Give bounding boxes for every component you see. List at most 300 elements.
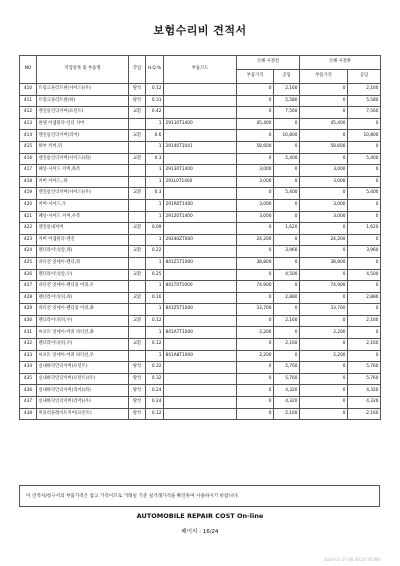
- row-part-code: [164, 223, 237, 235]
- row-before-part-price: 3,000: [237, 211, 274, 223]
- row-before-part-price: 45,400: [237, 118, 274, 130]
- row-before-part-price: 74,900: [237, 281, 274, 293]
- table-row: [20, 130, 381, 142]
- row-part-code: 29240ZT000: [164, 234, 237, 246]
- row-item-name: 판넬 어셈블리-언더 커버: [37, 118, 129, 130]
- estimate-table: [19, 55, 381, 420]
- row-work-type: 교환: [129, 223, 146, 235]
- row-no: 424: [20, 246, 37, 258]
- row-before-part-price: 0: [237, 153, 274, 165]
- row-item-name: 실내바닥언더커버(리어)(우): [37, 397, 129, 409]
- row-before-labor: 0: [274, 350, 300, 362]
- row-no: 410: [20, 84, 37, 96]
- row-after-labor: 0: [348, 257, 381, 269]
- row-after-part-price: 0: [300, 223, 348, 235]
- row-hq: 0.3: [146, 188, 164, 200]
- row-hq: 0.31: [146, 95, 164, 107]
- row-item-name: 엔진룸언더커버(리어): [37, 130, 129, 142]
- table-row: [20, 165, 381, 177]
- row-part-code: [164, 373, 237, 385]
- row-part-code: 29140T1041: [164, 141, 237, 153]
- row-work-type: [129, 327, 146, 339]
- row-after-labor: 5,580: [348, 95, 381, 107]
- row-no: 417: [20, 165, 37, 177]
- row-before-part-price: 0: [237, 385, 274, 397]
- row-part-code: [164, 130, 237, 142]
- row-work-type: 교환: [129, 188, 146, 200]
- row-no: 416: [20, 153, 37, 165]
- header-code: 부품코드: [164, 56, 237, 84]
- row-before-part-price: 3,000: [237, 199, 274, 211]
- header-after-labor: 공임: [348, 70, 381, 84]
- row-after-part-price: 2,200: [300, 327, 348, 339]
- row-before-labor: 2,160: [274, 408, 300, 420]
- table-row: [20, 211, 381, 223]
- row-after-part-price: 0: [300, 188, 348, 200]
- row-item-name: 엔진룸언더커버(사이드)(좌): [37, 153, 129, 165]
- row-hq: 0.22: [146, 246, 164, 258]
- row-work-type: [129, 199, 146, 211]
- row-after-labor: 4,500: [348, 269, 381, 281]
- row-item-name: 엔진룸내커버: [37, 223, 129, 235]
- table-row: [20, 385, 381, 397]
- row-work-type: 교환: [129, 153, 146, 165]
- row-no: 425: [20, 257, 37, 269]
- row-no: 415: [20, 141, 37, 153]
- row-hq: 1: [146, 176, 164, 188]
- row-hq: 0.12: [146, 84, 164, 96]
- row-work-type: 탈착: [129, 408, 146, 420]
- row-work-type: 교환: [129, 292, 146, 304]
- row-hq: 0.3: [146, 153, 164, 165]
- row-hq: 1: [146, 281, 164, 293]
- row-before-labor: 0: [274, 257, 300, 269]
- row-no: 436: [20, 385, 37, 397]
- row-after-part-price: 0: [300, 246, 348, 258]
- row-after-labor: 0: [348, 327, 381, 339]
- row-no: 420: [20, 199, 37, 211]
- row-item-name: 파티션 앗세이-펜더,좌: [37, 257, 129, 269]
- row-no: 429: [20, 304, 37, 316]
- row-before-labor: 0: [274, 234, 300, 246]
- row-part-code: [164, 362, 237, 374]
- estimate-rows: [20, 84, 381, 420]
- row-after-part-price: 0: [300, 397, 348, 409]
- row-after-part-price: 3,000: [300, 176, 348, 188]
- row-no: 437: [20, 397, 37, 409]
- row-hq: 1: [146, 304, 164, 316]
- row-part-code: [164, 339, 237, 351]
- row-item-name: 펜더라이너(앞,좌): [37, 246, 129, 258]
- row-before-labor: 0: [274, 199, 300, 211]
- row-after-part-price: 0: [300, 269, 348, 281]
- row-before-part-price: 33,700: [237, 304, 274, 316]
- row-before-part-price: 38,800: [237, 257, 274, 269]
- row-before-labor: 10,800: [274, 130, 300, 142]
- row-no: 434: [20, 362, 37, 374]
- row-part-code: [164, 292, 237, 304]
- row-work-type: 탈착: [129, 397, 146, 409]
- row-hq: 0.12: [146, 315, 164, 327]
- row-hq: 1: [146, 327, 164, 339]
- table-row: [20, 176, 381, 188]
- row-after-part-price: 58,600: [300, 141, 348, 153]
- row-after-labor: 0: [348, 141, 381, 153]
- row-before-labor: 1,620: [274, 223, 300, 235]
- row-work-type: [129, 304, 146, 316]
- row-after-part-price: 38,800: [300, 257, 348, 269]
- row-before-part-price: 58,600: [237, 141, 274, 153]
- row-item-name: 파티션 앗세이-펜더용 어퍼,우: [37, 281, 129, 293]
- row-part-code: [164, 397, 237, 409]
- row-hq: 0.16: [146, 292, 164, 304]
- row-after-labor: 5,760: [348, 373, 381, 385]
- header-before-labor: 공임: [274, 70, 300, 84]
- row-work-type: [129, 141, 146, 153]
- row-before-labor: 2,160: [274, 315, 300, 327]
- row-hq: 0.32: [146, 362, 164, 374]
- row-item-name: 실내바닥언더커버(리어)(좌): [37, 385, 129, 397]
- row-after-part-price: 0: [300, 292, 348, 304]
- row-hq: 0.09: [146, 223, 164, 235]
- row-work-type: [129, 211, 146, 223]
- row-after-labor: 7,560: [348, 107, 381, 119]
- table-row: [20, 269, 381, 281]
- table-row: [20, 153, 381, 165]
- row-no: 438: [20, 408, 37, 420]
- print-timestamp: 2024-01-17 06:30:20 Y0396: [323, 557, 380, 562]
- row-no: 426: [20, 269, 37, 281]
- row-before-labor: 5,760: [274, 373, 300, 385]
- row-work-type: 교환: [129, 130, 146, 142]
- row-part-code: [164, 95, 237, 107]
- row-part-code: 841T0T1000: [164, 281, 237, 293]
- row-no: 432: [20, 339, 37, 351]
- row-item-name: 패널-사이드 커버,우측: [37, 211, 129, 223]
- row-work-type: 탈착: [129, 84, 146, 96]
- row-before-part-price: 0: [237, 315, 274, 327]
- table-row: [20, 234, 381, 246]
- row-after-labor: 0: [348, 199, 381, 211]
- header-work: 작업: [129, 56, 146, 84]
- row-after-labor: 4,320: [348, 385, 381, 397]
- row-no: 412: [20, 107, 37, 119]
- row-after-labor: 2,160: [348, 339, 381, 351]
- table-row: [20, 292, 381, 304]
- table-row: [20, 118, 381, 130]
- row-after-labor: 0: [348, 176, 381, 188]
- row-no: 419: [20, 188, 37, 200]
- row-part-code: 841Z1T1000: [164, 257, 237, 269]
- row-after-part-price: 0: [300, 315, 348, 327]
- row-after-labor: 2,160: [348, 408, 381, 420]
- row-item-name: 패널-사이드 커버,좌측: [37, 165, 129, 177]
- footer-title: AUTOMOBILE REPAIR COST On-line: [136, 512, 264, 520]
- row-before-part-price: 0: [237, 130, 274, 142]
- row-before-labor: 5,760: [274, 362, 300, 374]
- table-row: [20, 84, 381, 96]
- table-row: [20, 408, 381, 420]
- row-work-type: [129, 176, 146, 188]
- row-part-code: [164, 385, 237, 397]
- row-hq: 0.25: [146, 269, 164, 281]
- row-after-part-price: 0: [300, 385, 348, 397]
- row-hq: 0.32: [146, 373, 164, 385]
- row-before-part-price: 0: [237, 107, 274, 119]
- row-work-type: 탈착: [129, 373, 146, 385]
- row-before-part-price: 0: [237, 84, 274, 96]
- row-after-labor: 0: [348, 118, 381, 130]
- row-after-part-price: 0: [300, 339, 348, 351]
- row-after-labor: 4,320: [348, 397, 381, 409]
- row-no: 435: [20, 373, 37, 385]
- row-before-part-price: 24,200: [237, 234, 274, 246]
- row-item-name: 엔진룸언더커버(프런트): [37, 107, 129, 119]
- row-before-part-price: 0: [237, 339, 274, 351]
- table-row: [20, 304, 381, 316]
- row-hq: 1: [146, 211, 164, 223]
- row-after-labor: 0: [348, 211, 381, 223]
- row-before-part-price: 0: [237, 292, 274, 304]
- row-work-type: [129, 118, 146, 130]
- row-before-part-price: 0: [237, 269, 274, 281]
- row-item-name: 펜더라이너(뒤,우): [37, 315, 129, 327]
- row-after-part-price: 0: [300, 107, 348, 119]
- page-number: 페이지 : 16/24: [181, 529, 219, 535]
- row-hq: 1: [146, 141, 164, 153]
- row-hq: 1: [146, 118, 164, 130]
- row-before-labor: 4,500: [274, 269, 300, 281]
- table-row: [20, 107, 381, 119]
- table-row: [20, 397, 381, 409]
- row-after-labor: 3,960: [348, 246, 381, 258]
- row-before-part-price: 0: [237, 95, 274, 107]
- row-part-code: 841A7T1000: [164, 327, 237, 339]
- row-work-type: 교환: [129, 315, 146, 327]
- page-title: 보험수리비 견적서: [153, 24, 247, 37]
- row-item-name: 트렁크플러트판(사이드)(우): [37, 84, 129, 96]
- row-before-labor: 0: [274, 165, 300, 177]
- row-hq: 1: [146, 350, 164, 362]
- row-hq: 0.12: [146, 339, 164, 351]
- row-no: 411: [20, 95, 37, 107]
- row-part-code: 291R0T1400: [164, 199, 237, 211]
- row-part-code: [164, 269, 237, 281]
- table-row: [20, 199, 381, 211]
- row-after-part-price: 24,200: [300, 234, 348, 246]
- row-after-part-price: 0: [300, 130, 348, 142]
- row-item-name: 씨포트 앗세이-어퍼 파티션,우: [37, 350, 129, 362]
- row-item-name: 트렁크플러트판(하): [37, 95, 129, 107]
- table-row: [20, 362, 381, 374]
- row-before-labor: 5,400: [274, 153, 300, 165]
- row-no: 418: [20, 176, 37, 188]
- row-after-labor: 0: [348, 304, 381, 316]
- row-part-code: [164, 84, 237, 96]
- row-hq: 1: [146, 234, 164, 246]
- row-work-type: [129, 234, 146, 246]
- row-before-labor: 7,560: [274, 107, 300, 119]
- table-row: [20, 223, 381, 235]
- header-after-part-price: 부품가격: [300, 70, 348, 84]
- row-before-labor: 4,320: [274, 385, 300, 397]
- row-after-part-price: 0: [300, 373, 348, 385]
- row-before-labor: 5,400: [274, 188, 300, 200]
- row-part-code: [164, 188, 237, 200]
- row-after-part-price: 33,700: [300, 304, 348, 316]
- row-item-name: 엔진룸언더커버(사이드)(우): [37, 188, 129, 200]
- row-work-type: 교환: [129, 246, 146, 258]
- row-item-name: 커버 어셈블리-엔진: [37, 234, 129, 246]
- row-before-part-price: 0: [237, 246, 274, 258]
- row-hq: 0.42: [146, 107, 164, 119]
- row-work-type: 교환: [129, 107, 146, 119]
- row-after-labor: 5,400: [348, 153, 381, 165]
- row-after-labor: 5,760: [348, 362, 381, 374]
- row-work-type: 교환: [129, 339, 146, 351]
- row-before-part-price: 0: [237, 223, 274, 235]
- row-before-part-price: 2,200: [237, 327, 274, 339]
- row-before-part-price: 0: [237, 362, 274, 374]
- row-part-code: [164, 246, 237, 258]
- row-after-labor: 5,400: [348, 188, 381, 200]
- row-after-labor: 0: [348, 281, 381, 293]
- row-item-name: 실내바닥언더커버(프런트): [37, 362, 129, 374]
- row-part-code: 29110T1400: [164, 118, 237, 130]
- row-after-labor: 0: [348, 165, 381, 177]
- row-before-labor: 2,160: [274, 84, 300, 96]
- table-row: [20, 373, 381, 385]
- row-after-labor: 2,160: [348, 315, 381, 327]
- row-no: 427: [20, 281, 37, 293]
- row-hq: 0.24: [146, 385, 164, 397]
- row-work-type: 탈착: [129, 362, 146, 374]
- row-hq: 1: [146, 165, 164, 177]
- header-hqty: H.Q.%: [146, 56, 164, 84]
- row-item-name: 펜더라이너(앞,우): [37, 269, 129, 281]
- row-part-code: [164, 315, 237, 327]
- row-before-labor: 0: [274, 176, 300, 188]
- table-row: [20, 246, 381, 258]
- table-row: [20, 281, 381, 293]
- row-before-labor: 4,320: [274, 397, 300, 409]
- row-before-part-price: 3,000: [237, 165, 274, 177]
- row-after-part-price: 0: [300, 84, 348, 96]
- row-item-name: 머플러플레이트커버(프런트): [37, 408, 129, 420]
- row-after-labor: 1,620: [348, 223, 381, 235]
- row-item-name: 펜더라이너(뒤,우): [37, 339, 129, 351]
- row-after-labor: 10,800: [348, 130, 381, 142]
- price-notice-text: 이 견적서/청구서의 부품가격은 참고 가격이므로 거래일 기준 실거래가격을 확인하여 사용하시기 바랍니다.: [26, 494, 239, 499]
- row-before-labor: 0: [274, 141, 300, 153]
- row-before-part-price: 0: [237, 408, 274, 420]
- row-work-type: [129, 350, 146, 362]
- row-after-labor: 2,160: [348, 84, 381, 96]
- table-row: [20, 315, 381, 327]
- row-part-code: 29120T1400: [164, 211, 237, 223]
- row-part-code: 841A8T1000: [164, 350, 237, 362]
- table-row: [20, 95, 381, 107]
- row-after-part-price: 0: [300, 153, 348, 165]
- row-hq: 0.12: [146, 408, 164, 420]
- row-after-part-price: 0: [300, 362, 348, 374]
- row-before-part-price: 0: [237, 397, 274, 409]
- row-work-type: 탈착: [129, 95, 146, 107]
- row-item-name: 파티션 앗세이-펜더용 어퍼,좌: [37, 304, 129, 316]
- table-row: [20, 339, 381, 351]
- header-no: NO: [20, 56, 37, 84]
- row-no: 431: [20, 327, 37, 339]
- row-hq: 1: [146, 199, 164, 211]
- row-after-labor: 2,880: [348, 292, 381, 304]
- row-item-name: 하부 커버,뒤: [37, 141, 129, 153]
- row-after-part-price: 3,000: [300, 199, 348, 211]
- row-hq: 0.24: [146, 397, 164, 409]
- row-work-type: 교환: [129, 269, 146, 281]
- row-part-code: [164, 107, 237, 119]
- row-no: 428: [20, 292, 37, 304]
- row-hq: 1: [146, 257, 164, 269]
- row-no: 423: [20, 234, 37, 246]
- table-row: [20, 141, 381, 153]
- row-before-labor: 5,580: [274, 95, 300, 107]
- row-after-part-price: 2,200: [300, 350, 348, 362]
- row-item-name: 커버 사이드, 좌: [37, 176, 129, 188]
- row-work-type: [129, 165, 146, 177]
- row-before-labor: 0: [274, 118, 300, 130]
- row-no: 414: [20, 130, 37, 142]
- row-before-part-price: 0: [237, 373, 274, 385]
- row-work-type: 탈착: [129, 385, 146, 397]
- row-after-part-price: 0: [300, 95, 348, 107]
- table-row: [20, 327, 381, 339]
- row-no: 422: [20, 223, 37, 235]
- header-after-assessment: 손해 사정후: [300, 56, 381, 70]
- header-before-part-price: 부품가격: [237, 70, 274, 84]
- row-before-part-price: 0: [237, 188, 274, 200]
- row-before-labor: 0: [274, 327, 300, 339]
- row-before-part-price: 2,200: [237, 350, 274, 362]
- row-part-code: 29130T1400: [164, 165, 237, 177]
- row-no: 433: [20, 350, 37, 362]
- row-item-name: 커버-사이드,우: [37, 199, 129, 211]
- row-after-part-price: 3,000: [300, 165, 348, 177]
- row-before-labor: 0: [274, 211, 300, 223]
- row-item-name: 실내바닥언더커버(프런트)(우): [37, 373, 129, 385]
- header-before-assessment: 손해 사정전: [237, 56, 300, 70]
- row-before-part-price: 3,000: [237, 176, 274, 188]
- row-after-labor: 0: [348, 350, 381, 362]
- row-after-part-price: 3,000: [300, 211, 348, 223]
- row-before-labor: 2,160: [274, 339, 300, 351]
- row-no: 430: [20, 315, 37, 327]
- header-item: 작업항목 및 부품명: [37, 56, 129, 84]
- table-row: [20, 350, 381, 362]
- row-after-part-price: 45,400: [300, 118, 348, 130]
- row-before-labor: 0: [274, 304, 300, 316]
- table-row: [20, 257, 381, 269]
- row-no: 413: [20, 118, 37, 130]
- row-before-labor: 2,880: [274, 292, 300, 304]
- row-item-name: 펜더라이너(뒤,좌): [37, 292, 129, 304]
- row-before-labor: 0: [274, 281, 300, 293]
- row-work-type: [129, 281, 146, 293]
- row-after-part-price: 74,900: [300, 281, 348, 293]
- row-hq: 0.6: [146, 130, 164, 142]
- row-part-code: [164, 153, 237, 165]
- row-part-code: [164, 408, 237, 420]
- row-part-code: 291L0T1400: [164, 176, 237, 188]
